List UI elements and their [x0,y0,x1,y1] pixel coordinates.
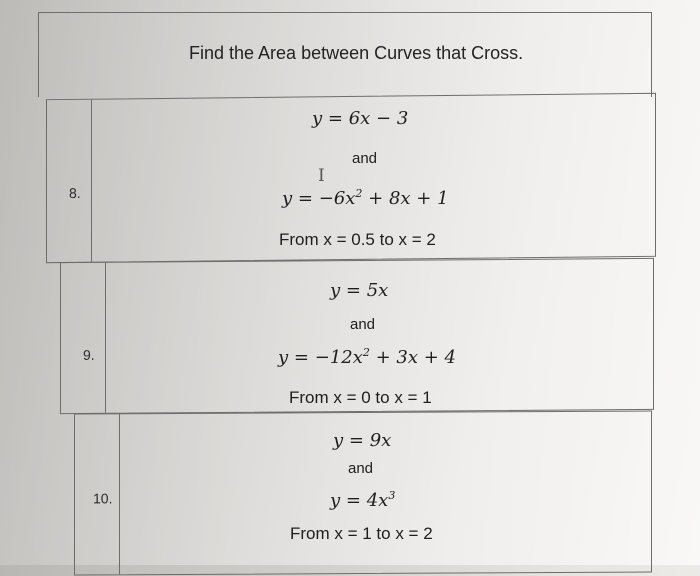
interval: From x = 1 to x = 2 [290,524,433,543]
equation-2: $y = 4x^3$ [330,489,396,511]
problem-number: 9. [83,346,95,363]
equation-1: y = 5x [330,280,389,301]
problem-number: 10. [93,490,113,507]
text-cursor-icon: I [318,166,325,186]
equation-2: $y = -6x^2 + 8x + 1$ [282,187,449,209]
interval: From x = 0 to x = 1 [289,388,432,407]
equation-1: y = 6x − 3 [312,108,409,129]
connector-and: and [348,460,374,477]
interval: From x = 0.5 to x = 2 [279,230,436,249]
connector-and: and [352,150,378,167]
number-column [47,100,92,262]
worksheet-title: Find the Area between Curves that Cross. [189,43,524,63]
problem-number: 8. [69,184,81,201]
equation-1: y = 9x [333,430,392,451]
number-column [61,263,106,413]
equation-2: $y = -12x^2 + 3x + 4$ [278,346,456,368]
connector-and: and [350,316,376,333]
title-cell [38,12,652,97]
